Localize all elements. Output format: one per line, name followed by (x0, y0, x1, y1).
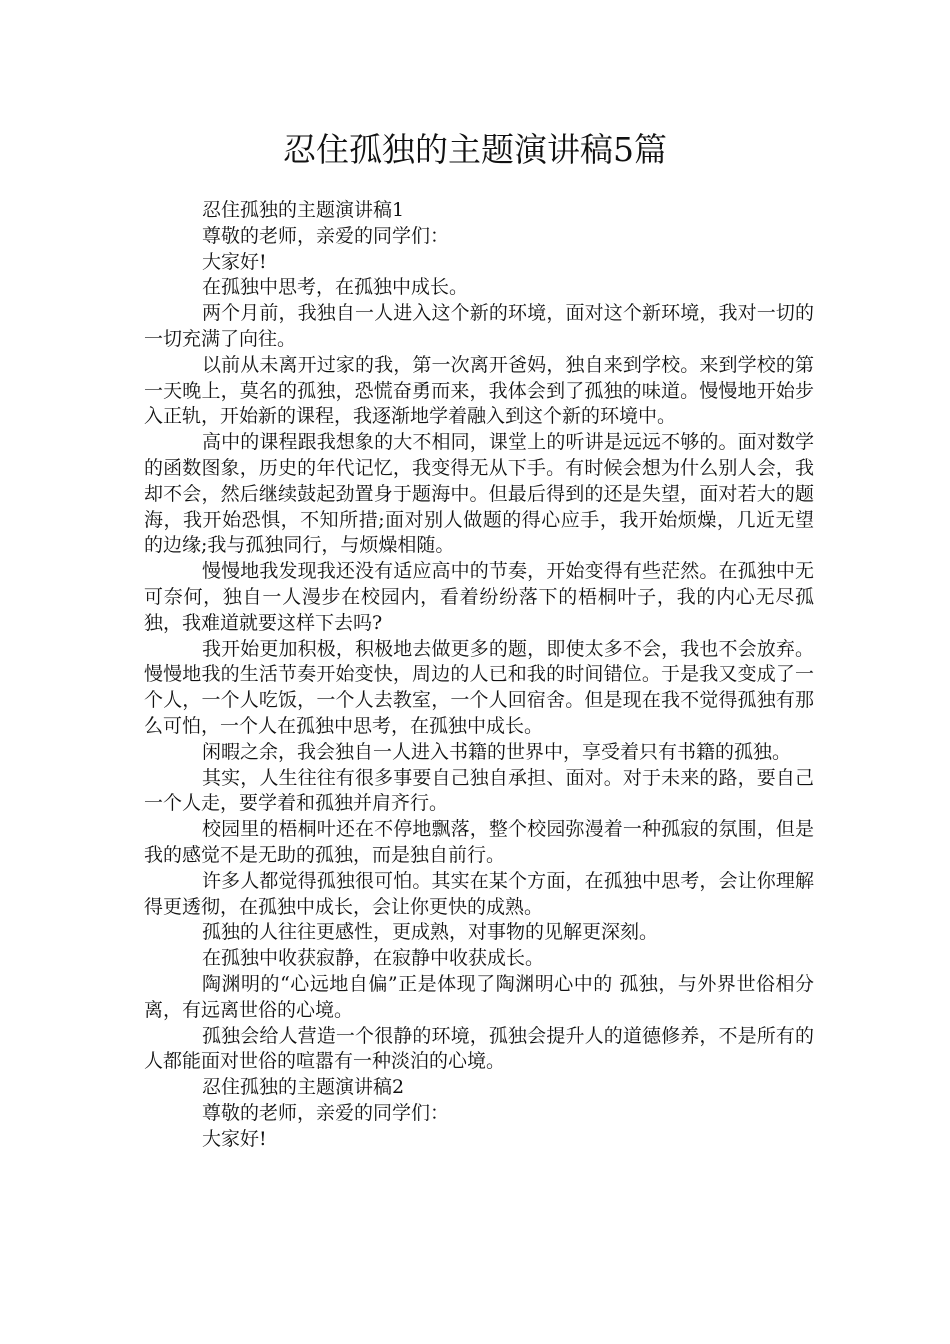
paragraph: 其实，人生往往有很多事要自己独自承担、面对。对于未来的路，要自己一个人走，要学着和孤独并肩齐行。 (144, 766, 814, 815)
paragraph: 在孤独中思考，在孤独中成长。 (202, 276, 469, 299)
greeting: 大家好! (202, 250, 267, 273)
paragraph: 闲暇之余，我会独自一人进入书籍的世界中，享受着只有书籍的孤独。 (202, 740, 792, 763)
paragraph: 在孤独中收获寂静，在寂静中收获成长。 (202, 947, 545, 970)
paragraph: 慢慢地我发现我还没有适应高中的节奏，开始变得有些茫然。在孤独中无可奈何，独自一人漫步在校园内，看着纷纷落下的梧桐叶子，我的内心无尽孤独，我难道就要这样下去吗? (144, 560, 814, 634)
greeting: 大家好! (202, 1127, 267, 1150)
salutation: 尊敬的老师，亲爱的同学们： (202, 224, 450, 247)
paragraph: 高中的课程跟我想象的大不相同，课堂上的听讲是远远不够的。面对数学的函数图象，历史的年代记忆，我变得无从下手。有时候会想为什么别人会，我却不会，然后继续鼓起劲置身于题海中。但最后得到的还是失望，面对若大的题海，我开始恐惧，不知所措;面对别人做题的得心应手，我开始烦燥，几近无望的边缘;我与孤独同行，与烦燥相随。 (144, 431, 814, 557)
paragraph: 我开始更加积极，积极地去做更多的题，即使太多不会，我也不会放弃。慢慢地我的生活节奏开始变快，周边的人已和我的时间错位。于是我又变成了一个人，一个人吃饭，一个人去教室，一个人回宿舍。但是现在我不觉得孤独有那么可怕，一个人在孤独中思考，在孤独中成长。 (144, 637, 814, 737)
document-body (144, 198, 814, 1152)
paragraph: 以前从未离开过家的我，第一次离开爸妈，独自来到学校。来到学校的第一天晚上，莫名的孤独，恐慌奋勇而来，我体会到了孤独的味道。慢慢地开始步入正轨，开始新的课程，我逐渐地学着融入到这个新的环境中。 (144, 353, 814, 428)
salutation: 尊敬的老师，亲爱的同学们： (202, 1101, 450, 1124)
speech-1-heading: 忍住孤独的主题演讲稿1 (202, 199, 405, 221)
document-title: 忍住孤独的主题演讲稿5篇 (283, 130, 667, 169)
paragraph: 校园里的梧桐叶还在不停地飘落，整个校园弥漫着一种孤寂的氛围，但是我的感觉不是无助的孤独，而是独自前行。 (144, 818, 814, 866)
paragraph: 陶渊明的“心远地自偏”正是体现了陶渊明心中的 孤独，与外界世俗相分离，有远离世俗的心境。 (144, 972, 814, 1021)
speech-2-heading: 忍住孤独的主题演讲稿2 (202, 1076, 405, 1099)
paragraph: 孤独会给人营造一个很静的环境，孤独会提升人的道德修养，不是所有的人都能面对世俗的喧嚣有一种淡泊的心境。 (144, 1024, 814, 1073)
paragraph: 孤独的人往往更感性，更成熟，对事物的见解更深刻。 (202, 921, 659, 944)
paragraph: 两个月前，我独自一人进入这个新的环境，面对这个新环境，我对一切的一切充满了向往。 (144, 302, 814, 350)
paragraph: 许多人都觉得孤独很可怕。其实在某个方面，在孤独中思考，会让你理解得更透彻，在孤独中成长，会让你更快的成熟。 (144, 869, 814, 918)
